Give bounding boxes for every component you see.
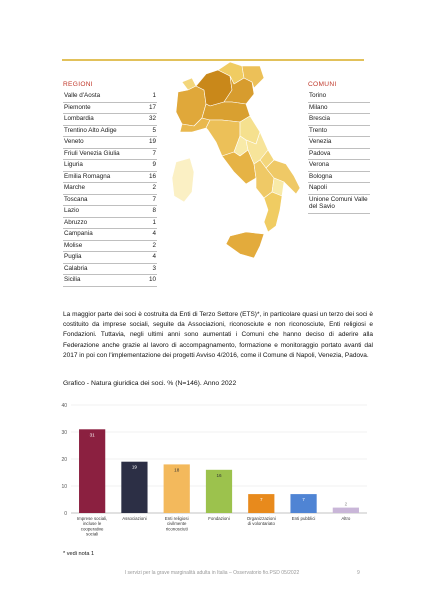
region-row bbox=[63, 229, 157, 241]
comune-item: Brescia bbox=[308, 114, 370, 126]
x-category-label: Organizzazioni di volontariato bbox=[246, 516, 276, 527]
y-tick-label: 0 bbox=[64, 510, 67, 517]
region-name: Sicilia bbox=[64, 276, 81, 283]
page-footer: I servizi per la grave marginalità adulta in Italia – Osservatorio fio.PSD 05/2022 bbox=[124, 570, 300, 576]
map-calabria bbox=[264, 192, 282, 232]
region-count: 1 bbox=[152, 218, 156, 226]
map-sardegna bbox=[172, 158, 194, 202]
body-paragraph: La maggior parte dei soci è costruita da Enti di Terzo Settore (ETS)*, in particolare quasi un terzo dei soci è costituito da imprese sociali, seguite da Associazioni, riconosciute e non riconosciute, Enti religiosi e Fondazioni. Tuttavia, negli ultimi anni sono aumentati i Comuni che hanno deciso di aderire alla Federazione anche grazie al lavoro di accompagnamento, formazione e monitoraggio portato avanti dal 2017 in poi con l'implementazione dei progetti Avviso 4/2016, come il Comune di Napoli, Venezia, Padova. bbox=[63, 311, 373, 359]
region-row bbox=[63, 126, 157, 138]
region-name: Friuli Venezia Giulia bbox=[64, 149, 120, 157]
region-row bbox=[63, 241, 157, 253]
bar-value-label: 7 bbox=[302, 497, 305, 503]
region-row bbox=[63, 149, 157, 161]
region-row bbox=[63, 172, 157, 184]
region-name: Liguria bbox=[64, 161, 83, 168]
region-name: Marche bbox=[64, 184, 85, 191]
x-category-label: Enti religiosi civilmente riconosciuti bbox=[164, 516, 189, 532]
x-category-label: Associazioni bbox=[122, 516, 147, 521]
region-name: Calabria bbox=[64, 264, 88, 272]
region-row bbox=[63, 103, 157, 115]
comune-item: Venezia bbox=[308, 137, 370, 149]
regions-table bbox=[63, 91, 157, 287]
region-count: 2 bbox=[152, 241, 156, 249]
region-name: Toscana bbox=[64, 195, 88, 203]
region-count: 32 bbox=[148, 115, 156, 122]
region-name: Emilia Romagna bbox=[64, 172, 111, 180]
bar-value-label: 31 bbox=[89, 432, 95, 438]
region-row bbox=[63, 160, 157, 172]
region-count: 4 bbox=[152, 230, 156, 237]
region-count: 4 bbox=[152, 253, 156, 260]
region-count: 9 bbox=[152, 161, 156, 168]
region-row bbox=[63, 137, 157, 149]
x-category-label: Altro bbox=[341, 516, 351, 521]
comune-item: Torino bbox=[308, 91, 370, 103]
comune-item: Milano bbox=[308, 103, 370, 115]
page-number: 9 bbox=[357, 570, 360, 576]
comune-item: Napoli bbox=[308, 183, 370, 195]
italy-map bbox=[160, 60, 300, 295]
x-category-label: Fondazioni bbox=[208, 516, 230, 521]
regions-title: REGIONI bbox=[63, 81, 93, 88]
y-tick-label: 30 bbox=[61, 429, 67, 436]
x-category-label: Imprese sociali, incluse le cooperative sociali bbox=[76, 516, 108, 537]
bar-value-label: 18 bbox=[174, 467, 180, 473]
region-row bbox=[63, 218, 157, 230]
region-row bbox=[63, 264, 157, 276]
region-name: Valle d'Aosta bbox=[64, 92, 101, 99]
region-count: 19 bbox=[148, 138, 156, 145]
region-name: Lombardia bbox=[64, 115, 94, 122]
region-count: 8 bbox=[152, 207, 156, 214]
region-count: 10 bbox=[148, 276, 156, 283]
comuni-list bbox=[308, 91, 370, 214]
region-count: 7 bbox=[152, 195, 156, 203]
region-name: Molise bbox=[64, 241, 83, 249]
region-name: Campania bbox=[64, 230, 93, 237]
region-name: Trentino Alto Adige bbox=[64, 126, 117, 134]
comune-item: Bologna bbox=[308, 172, 370, 184]
comune-item: Unione Comuni Valle del Savio bbox=[308, 195, 370, 214]
region-count: 1 bbox=[152, 92, 156, 99]
region-row bbox=[63, 195, 157, 207]
region-count: 2 bbox=[152, 184, 156, 191]
x-category-label: Enti pubblici bbox=[291, 516, 316, 521]
y-tick-label: 10 bbox=[61, 483, 67, 490]
region-name: Veneto bbox=[64, 138, 84, 145]
region-name: Abruzzo bbox=[64, 218, 88, 226]
region-name: Puglia bbox=[64, 253, 82, 260]
comune-item: Verona bbox=[308, 160, 370, 172]
footnote: * vedi nota 1 bbox=[63, 551, 95, 557]
region-row bbox=[63, 252, 157, 264]
region-row bbox=[63, 91, 157, 103]
comuni-title: COMUNI bbox=[308, 81, 337, 88]
region-count: 5 bbox=[152, 126, 156, 134]
region-name: Piemonte bbox=[64, 103, 91, 111]
region-count: 16 bbox=[148, 172, 156, 180]
region-name: Lazio bbox=[64, 207, 80, 214]
region-row bbox=[63, 275, 157, 287]
region-row bbox=[63, 183, 157, 195]
region-count: 7 bbox=[152, 149, 156, 157]
comune-item: Padova bbox=[308, 149, 370, 161]
region-row bbox=[63, 206, 157, 218]
bar bbox=[79, 429, 105, 513]
y-tick-label: 40 bbox=[61, 402, 67, 409]
region-count: 17 bbox=[148, 103, 156, 111]
region-count: 3 bbox=[152, 264, 156, 272]
bar-value-label: 7 bbox=[260, 497, 263, 503]
bar bbox=[333, 508, 359, 513]
bar-value-label: 16 bbox=[216, 472, 222, 478]
y-tick-label: 20 bbox=[61, 456, 67, 463]
comune-item: Trento bbox=[308, 126, 370, 138]
region-row bbox=[63, 114, 157, 126]
bar-value-label: 19 bbox=[131, 464, 137, 470]
legal-nature-bar-chart bbox=[55, 397, 375, 547]
bar-value-label: 2 bbox=[344, 501, 348, 507]
chart-title: Grafico - Natura giuridica dei soci. % (N=146). Anno 2022 bbox=[63, 380, 237, 387]
map-sicilia bbox=[226, 232, 264, 258]
